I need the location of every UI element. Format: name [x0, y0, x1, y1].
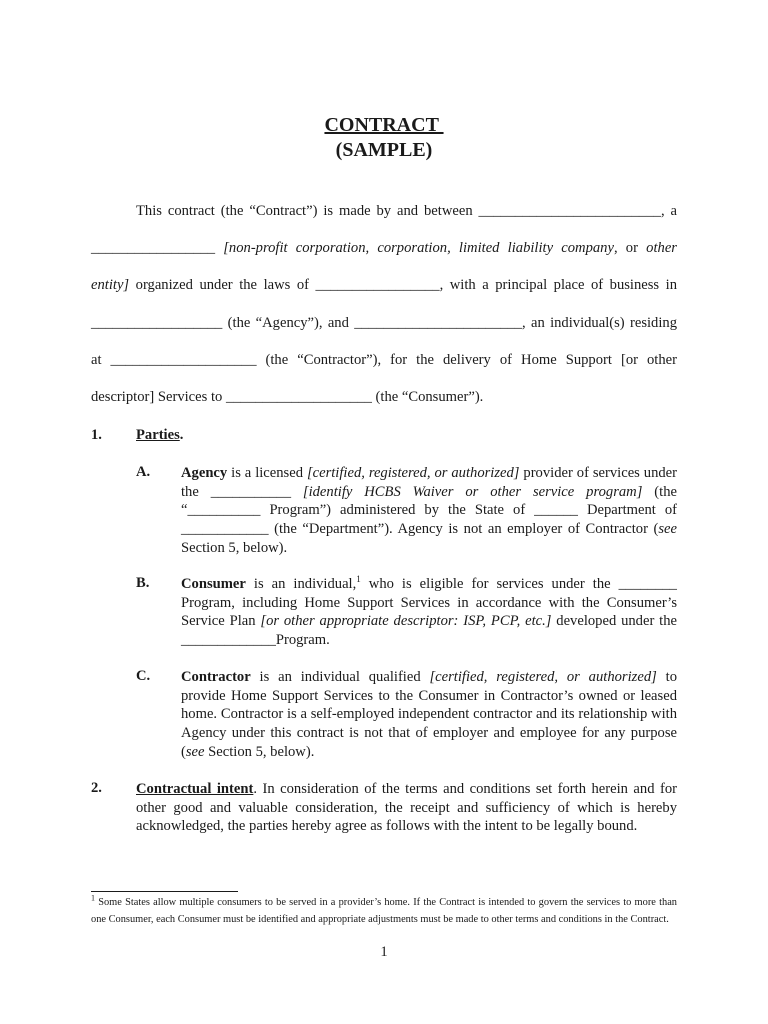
page-subtitle: (SAMPLE): [335, 139, 433, 161]
section-2-text: [136, 780, 677, 836]
section-2-heading: Contractual intent: [136, 781, 254, 797]
section-1-number: 1.: [91, 427, 102, 443]
footnote-reference[interactable]: 1: [356, 574, 361, 585]
subsection-c-part-1: is an individual qualified: [250, 669, 430, 685]
subsection-c-part-3: Section 5, below).: [204, 743, 315, 760]
footnote: [91, 895, 677, 928]
footnote-separator: [91, 891, 238, 892]
section-1-heading-wrap: [136, 427, 183, 444]
intro-text-3: organized under the laws of _________________, with a principal place of business in __________________ (the “Agency”), and _______________________, an individual(s) residing at ____________________ (the “Contractor”), for the delivery of Home Support [or other descriptor] Services to ____________________ (the “Consumer”).: [91, 277, 677, 406]
page-number: 1: [380, 944, 388, 960]
subsection-b-part-3: developed under the _____________Program.: [181, 613, 677, 649]
title-block: [0, 113, 768, 163]
subsection-a-part-1: is a licensed: [227, 465, 307, 481]
intro-text-2: , or: [613, 240, 647, 257]
subsection-a-text: [181, 464, 677, 558]
subsection-a-letter: A.: [136, 464, 151, 480]
subsection-c-italic-2: see: [185, 743, 205, 760]
contractor-term: Contractor: [181, 669, 251, 685]
intro-text-1: This contract (the “Contract”) is made by and between _________________________, a _________________: [91, 203, 677, 257]
consumer-term: Consumer: [181, 576, 246, 592]
subsection-b-letter: B.: [136, 575, 150, 591]
subsection-b-italic-1: [or other appropriate descriptor: ISP, PCP, etc.]: [260, 613, 552, 630]
intro-other-entity: other entity]: [91, 240, 677, 294]
section-2-body: . In consideration of the terms and conditions set forth herein and for other good and valuable consideration, the receipt and sufficiency of which is hereby acknowledged, the parties hereby agree as follows with the intent to be legally bound.: [136, 781, 677, 835]
page-title: CONTRACT: [324, 114, 444, 136]
subsection-b-part-2: who is eligible for services under the ________ Program, including Home Support Services in accordance with the Consumer’s Service Plan: [181, 576, 677, 630]
agency-term: Agency: [181, 465, 228, 481]
subsection-a-part-2: provider of services under the ___________: [181, 465, 677, 500]
subsection-c-part-2: to provide Home Support Services to the Consumer in Contractor’s owned or leased home. Contractor is a self-employed independent contractor and its relationship with Agency under this contract is not that of employer and employee for any purpose (: [181, 669, 677, 760]
subsection-a-italic-1: [certified, registered, or authorized]: [306, 465, 520, 481]
intro-entity-types: [non-profit corporation, corporation, limited liability company: [223, 240, 614, 257]
subsection-a-part-3: (the “__________ Program”) administered by the State of ______ Department of ____________ (the “Department”). Agency is not an employer of Contractor (: [181, 483, 677, 538]
section-2-number: 2.: [91, 780, 102, 796]
footnote-text: Some States allow multiple consumers to be served in a provider’s home. If the Contract is intended to govern the services to more than one Consumer, each Consumer must be identified and appropriate adjustments must be made to other terms and conditions in the Contract.: [91, 897, 677, 925]
subsection-c-letter: C.: [136, 668, 151, 684]
subsection-a-part-4: Section 5, below).: [181, 539, 288, 556]
subsection-a-italic-2: [identify HCBS Waiver or other service program]: [302, 483, 643, 500]
subsection-b-part-1: is an individual,: [245, 576, 357, 592]
section-1-heading-dot: .: [179, 427, 184, 443]
subsection-c-text: [181, 668, 677, 762]
subsection-a-italic-3: see: [658, 521, 677, 538]
section-1-heading: Parties: [136, 427, 180, 443]
intro-paragraph: [91, 193, 677, 416]
subsection-c-italic-1: [certified, registered, or authorized]: [429, 669, 657, 685]
footnote-mark: 1: [91, 893, 95, 903]
subsection-b-text: [181, 575, 677, 650]
